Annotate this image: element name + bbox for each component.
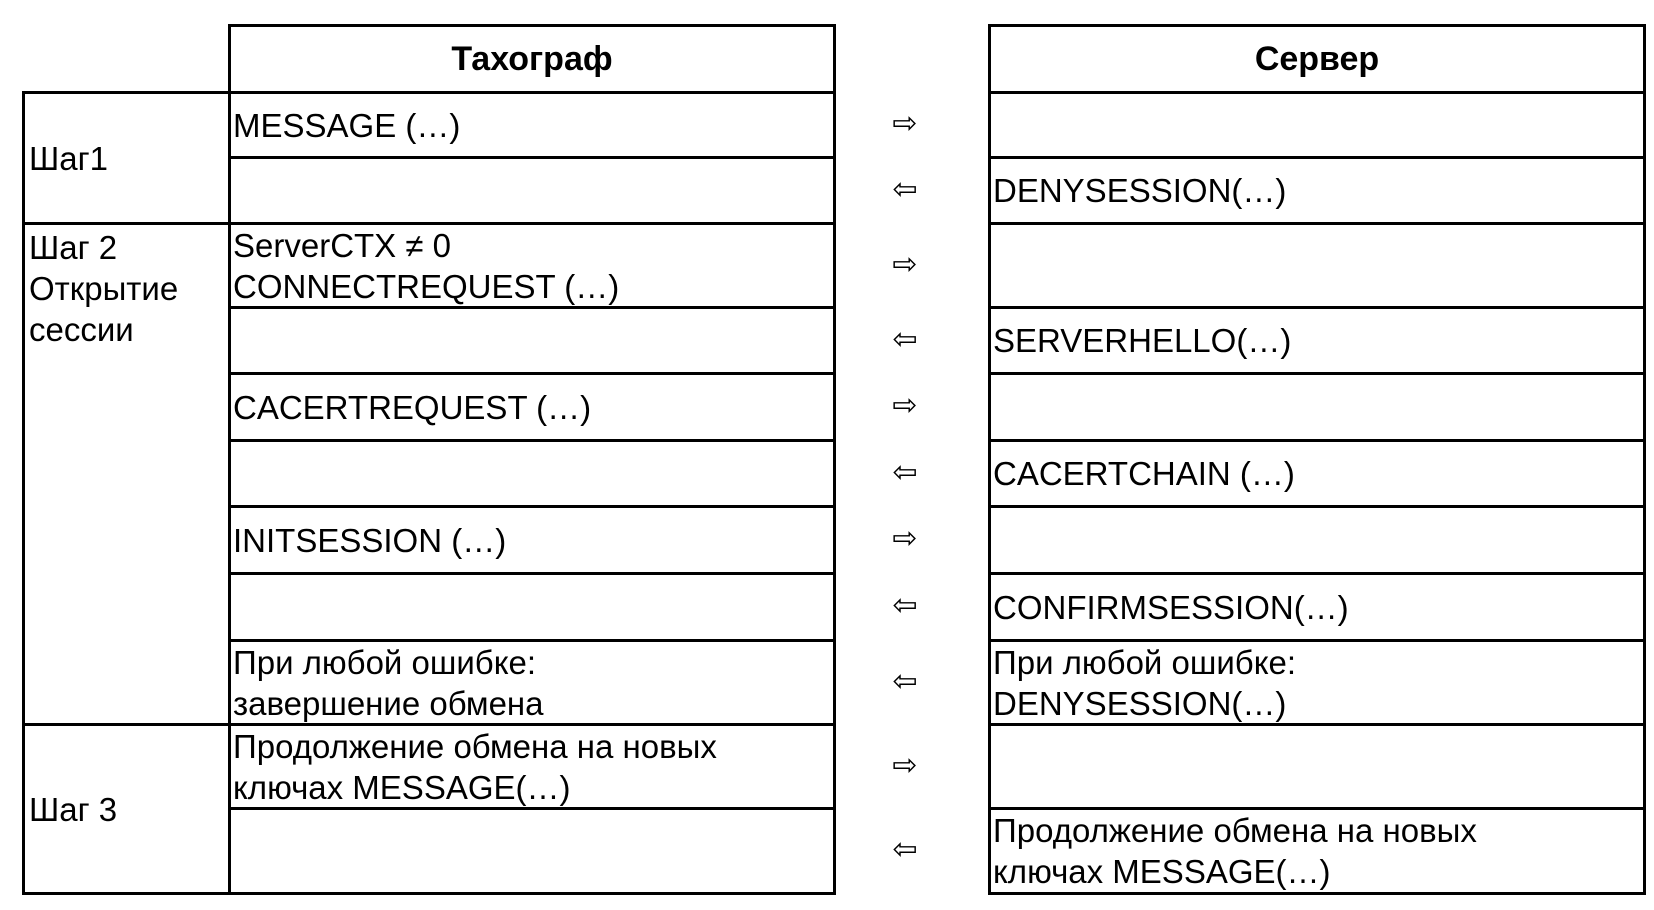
server-message-cell	[988, 222, 1646, 309]
tachograph-message-cell: ServerCTX ≠ 0 CONNECTREQUEST (…)	[228, 222, 836, 309]
tachograph-message-cell	[228, 807, 836, 895]
server-message-cell: Продолжение обмена на новых ключах MESSAGE(…)	[988, 807, 1646, 895]
left-arrow-icon: ⇦	[892, 455, 918, 489]
server-message-cell	[988, 91, 1646, 159]
tachograph-message-cell	[228, 306, 836, 375]
right-arrow-icon: ⇨	[892, 748, 918, 782]
server-message-cell	[988, 505, 1646, 575]
left-arrow-icon: ⇦	[892, 589, 918, 622]
left-arrow-icon: ⇦	[892, 322, 918, 356]
tachograph-message-cell: При любой ошибке: завершение обмена	[228, 639, 836, 726]
tachograph-message-cell: CACERTREQUEST (…)	[228, 372, 836, 442]
tachograph-message-cell	[228, 572, 836, 642]
step-label: Шаг1	[22, 91, 231, 225]
server-message-cell	[988, 372, 1646, 442]
right-arrow-icon: ⇨	[892, 107, 918, 140]
server-message-cell: CONFIRMSESSION(…)	[988, 572, 1646, 642]
server-message-cell: При любой ошибке: DENYSESSION(…)	[988, 639, 1646, 726]
server-message-cell: SERVERHELLO(…)	[988, 306, 1646, 375]
tachograph-message-cell	[228, 439, 836, 508]
right-arrow-icon: ⇨	[892, 247, 918, 281]
server-message-cell: CACERTCHAIN (…)	[988, 439, 1646, 508]
step-label: Шаг 2 Открытие сессии	[22, 222, 231, 726]
tachograph-message-cell	[228, 156, 836, 225]
server-header: Сервер	[988, 24, 1646, 94]
tachograph-message-cell: Продолжение обмена на новых ключах MESSAGE(…)	[228, 723, 836, 810]
server-message-cell	[988, 723, 1646, 810]
step-label: Шаг 3	[22, 723, 231, 895]
tachograph-message-cell: INITSESSION (…)	[228, 505, 836, 575]
tachograph-message-cell: MESSAGE (…)	[228, 91, 836, 159]
left-arrow-icon: ⇦	[892, 172, 918, 206]
left-arrow-icon: ⇦	[892, 664, 918, 698]
left-arrow-icon: ⇦	[892, 833, 918, 866]
right-arrow-icon: ⇨	[892, 522, 918, 555]
tachograph-header: Тахограф	[228, 24, 836, 94]
server-message-cell: DENYSESSION(…)	[988, 156, 1646, 225]
right-arrow-icon: ⇨	[892, 389, 918, 422]
